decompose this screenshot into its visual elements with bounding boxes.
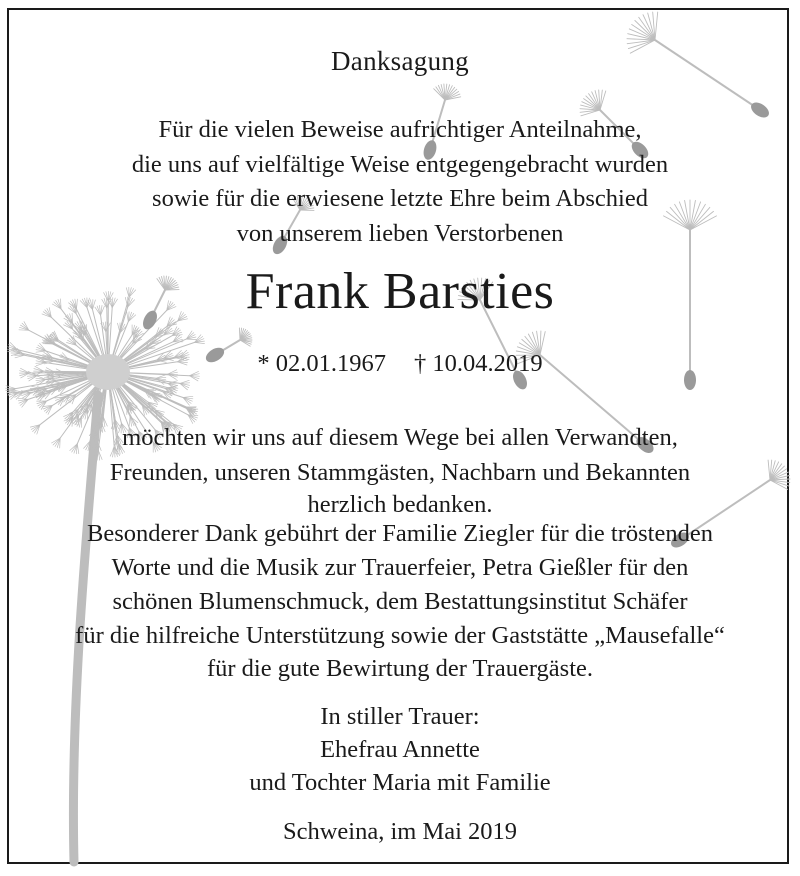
thanks-line-6: schönen Blumenschmuck, dem Bestattungsinstitut Schäfer [112, 588, 688, 615]
intro-line-1: Für die vielen Beweise aufrichtiger Anteilnahme, [158, 116, 642, 143]
thanks-line-3: herzlich bedanken. [307, 491, 493, 518]
mourners-line-3: und Tochter Maria mit Familie [249, 769, 551, 796]
mourners-line-2: Ehefrau Annette [320, 736, 480, 763]
thanks-line-1: möchten wir uns auf diesem Wege bei allen Verwandten, [122, 424, 678, 451]
intro-line-3: sowie für die erwiesene letzte Ehre beim Abschied [152, 185, 648, 212]
thanks-line-5: Worte und die Musik zur Trauerfeier, Petra Gießler für den [111, 554, 689, 581]
place-date: Schweina, im Mai 2019 [282, 818, 518, 845]
death-date: † 10.04.2019 [414, 350, 543, 377]
intro-line-4: von unserem lieben Verstorbenen [236, 219, 564, 247]
intro-line-2: die uns auf vielfältige Weise entgegengebracht wurden [131, 150, 669, 178]
thanks-line-2: Freunden, unseren Stammgästen, Nachbarn und Bekannten [109, 458, 691, 486]
deceased-name: Frank Barsties [245, 263, 555, 320]
thanks-line-8: für die gute Bewirtung der Trauergäste. [206, 655, 594, 682]
thanks-line-4: Besonderer Dank gebührt der Familie Ziegler für die tröstenden [87, 520, 713, 547]
heading: Danksagung [331, 46, 469, 76]
mourners-line-1: In stiller Trauer: [320, 703, 480, 730]
thanks-line-7: für die hilfreiche Unterstützung sowie der Gaststätte „Mausefalle“ [75, 621, 725, 649]
birth-date: * 02.01.1967 [257, 350, 386, 377]
life-dates [0, 350, 800, 378]
